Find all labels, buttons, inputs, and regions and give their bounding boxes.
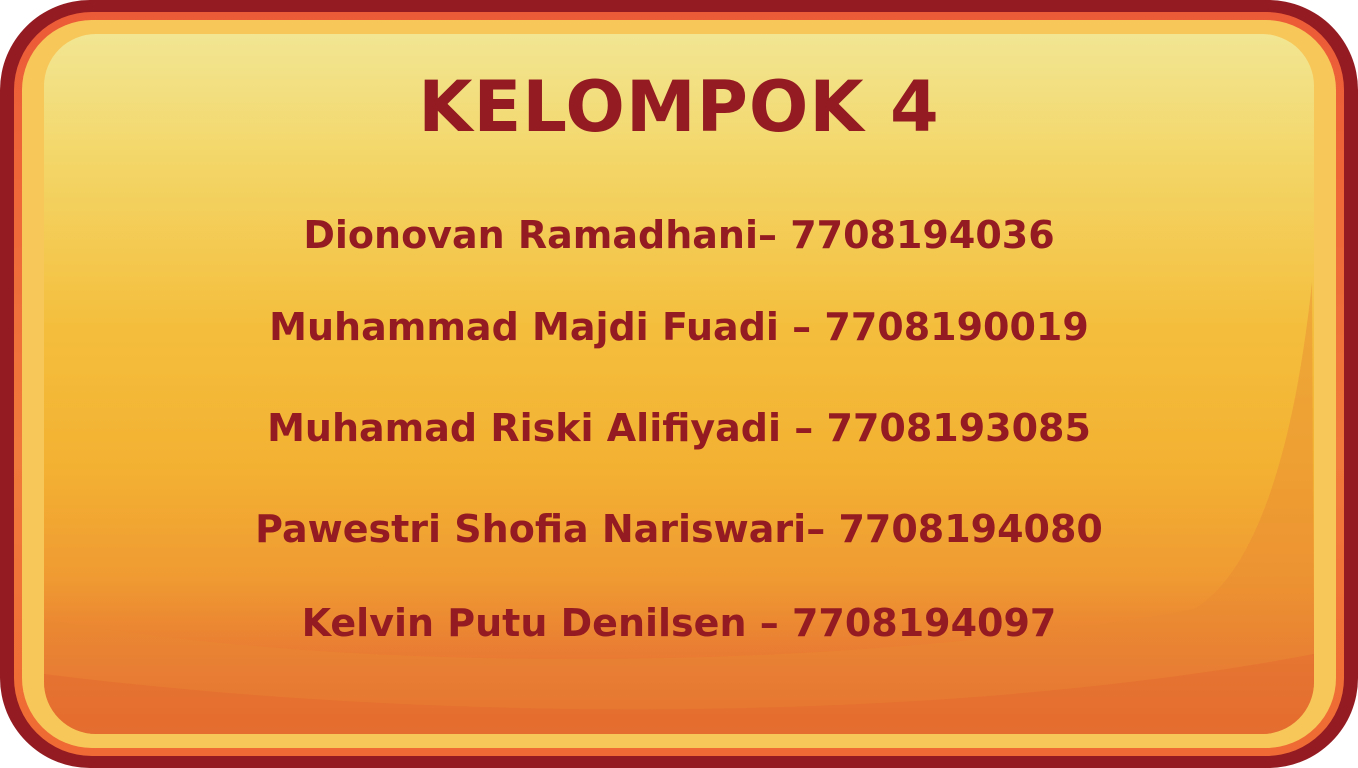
member-separator: – — [746, 601, 792, 645]
member-id: 7708194080 — [838, 507, 1103, 551]
member-id: 7708194036 — [790, 213, 1055, 257]
member-name: Muhammad Majdi Fuadi — [269, 305, 779, 349]
member-row — [0, 504, 1358, 554]
member-name: Kelvin Putu Denilsen — [301, 601, 747, 645]
page-title: KELOMPOK 4 — [418, 66, 940, 148]
member-separator: – — [781, 406, 827, 450]
member-separator: – — [778, 305, 825, 349]
member-id: 7708190019 — [824, 305, 1089, 349]
member-row — [0, 210, 1358, 260]
member-name: Pawestri Shofia Nariswari — [255, 507, 807, 551]
member-row — [0, 598, 1358, 648]
member-id: 7708194097 — [791, 601, 1057, 645]
member-name: Dionovan Ramadhani — [303, 213, 758, 257]
member-name: Muhamad Riski Alifiyadi — [267, 406, 782, 450]
member-row — [0, 403, 1358, 453]
member-separator: – — [758, 213, 791, 257]
member-row — [0, 302, 1358, 352]
member-id: 7708193085 — [826, 406, 1091, 450]
member-separator: – — [806, 507, 839, 551]
